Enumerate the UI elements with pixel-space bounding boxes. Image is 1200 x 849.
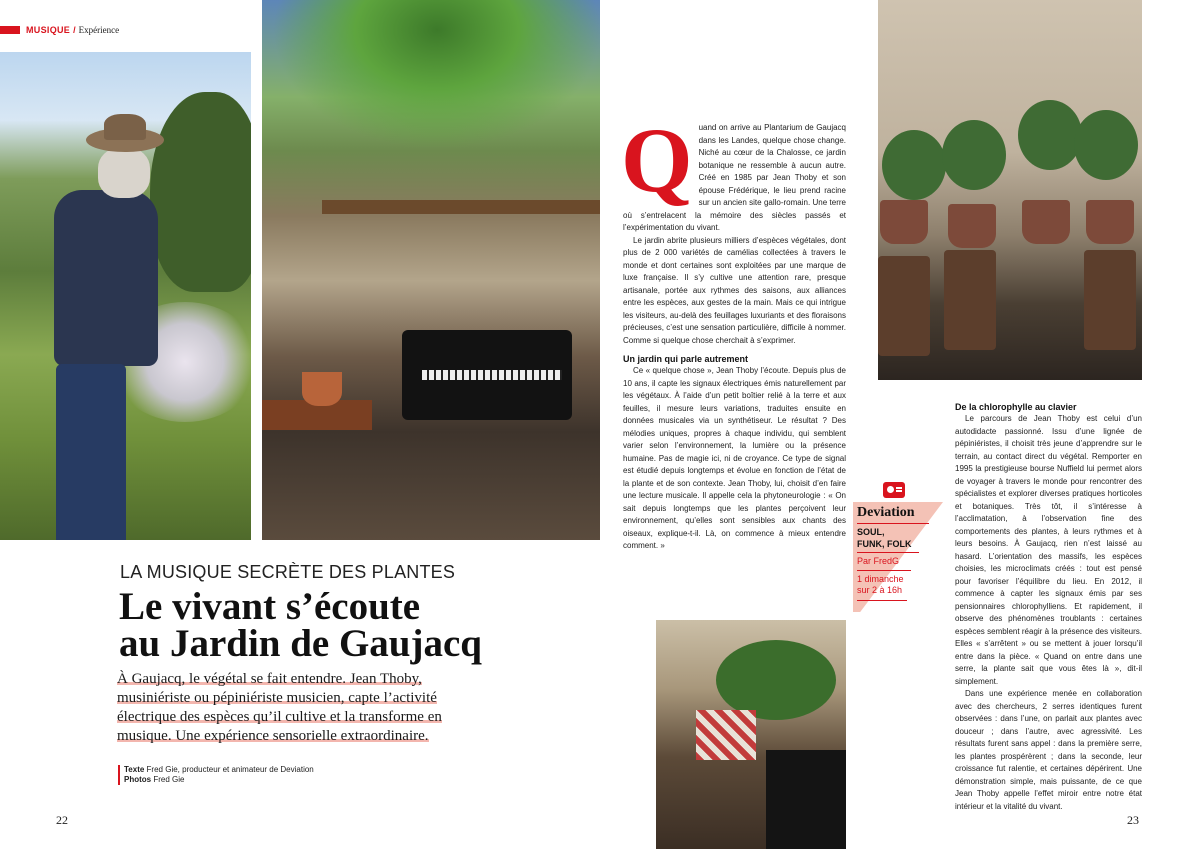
article-subheading: De la chlorophylle au clavier	[955, 402, 1077, 412]
article-kicker: LA MUSIQUE SECRÈTE DES PLANTES	[120, 562, 456, 582]
photo-pot	[880, 200, 928, 244]
schedule-line: sur 2 à 16h	[857, 585, 903, 595]
article-credits	[118, 765, 314, 785]
photo-plant-pot	[302, 372, 342, 406]
photo-pot	[1022, 200, 1070, 244]
photo-greenhouse-piano	[262, 0, 600, 540]
credit-photos-label: Photos	[124, 775, 152, 784]
article-column-2	[955, 401, 1142, 813]
rubric-separator: /	[73, 25, 76, 35]
rubric-label: MUSIQUE	[26, 25, 71, 35]
photo-man-legs	[56, 364, 126, 540]
photo-armchair	[696, 710, 756, 760]
article-column-1	[621, 109, 846, 553]
photo-plant	[942, 120, 1006, 190]
article-paragraph: Le parcours de Jean Thoby est celui d’un autodidacte passionné. Issu d’une lignée de pépiniéristes, il choisit très jeune d’apprendre sur le terrain, au contact direct du végétal. Remporter en 1995 la prestigieuse bourse Nuffield lui permet alors de voyager à travers le monde pour rencontrer des spécialistes et explorer diverses pratiques horticoles et botaniques. Très tôt, il s’intéresse à l’acclimatation, à l’observation fine des comportements des plantes, à leurs rythmes et à leurs besoins. À Gaujacq, rien n’est laissé au hasard. L’orientation des massifs, les espèces choisies, les microclimats créés : tout est pensé pour favoriser l’équilibre du lieu. En 2012, il commence à capter les signaux émis par ses pensionnaires chlorophylliens. Et rapidement, il observe des phénomènes troublants : certaines espèces semblent réagir à la présence des visiteurs. Elles « s’arrêtent » ou se mettent à jouer lorsqu’il entre dans la pièce. « Quand on entre dans une serre, la plante sait que vous êtes là », dit-il simplement.	[955, 414, 1142, 686]
section-header	[0, 24, 119, 36]
standfirst-text: À Gaujacq, le végétal se fait entendre. Jean Thoby, musiniériste ou pépiniériste musicien, capte l’activité électrique des espèces qu’il cultive et la transforme en musique. Une expérience sensorielle extraordinaire.	[117, 671, 442, 744]
photo-piano-keys	[422, 370, 562, 380]
deviation-host: Par FredG	[857, 556, 900, 566]
photo-plant	[882, 130, 946, 200]
article-standfirst	[117, 670, 497, 746]
article-subheading: Un jardin qui parle autrement	[623, 354, 749, 364]
photo-stump	[878, 256, 930, 356]
photo-gardener-portrait	[0, 52, 251, 540]
article-paragraph: uand on arrive au Plantarium de Gaujacq dans les Landes, quelque chose change. Niché au cœur de la Chalosse, ce jardin botanique ne ressemble à aucun autre. Créé en 1985 par Jean Thoby et son épouse Frédérique, le lieu prend racine sur un ancien site gallo-romain. Une terre où s’entrelacent la mémoire des siècles passés et l’expérimentation du vivant.	[623, 123, 846, 232]
page-number-right: 23	[1127, 813, 1139, 827]
deviation-rule	[857, 570, 911, 571]
deviation-schedule	[857, 574, 904, 596]
photo-pot	[948, 204, 996, 248]
photo-pot	[1086, 200, 1134, 244]
title-line: Le vivant s’écoute	[119, 585, 421, 628]
photo-fern	[272, 0, 600, 150]
deviation-name: Deviation	[857, 505, 915, 520]
photo-piano-room	[656, 620, 846, 849]
deviation-box	[853, 482, 943, 612]
photo-plant	[1074, 110, 1138, 180]
credit-photos-value: Fred Gie	[153, 775, 185, 784]
article-paragraph: Le jardin abrite plusieurs milliers d’espèces végétales, dont plus de 2 000 variétés de camélias collectées à travers le monde et dont certaines sont exploitées par une marque de luxe française. Il s’y cultive une attention rare, presque artisanale, portée aux rythmes des saisons, aux alliances entre les espèces, aux gestes de la main. Mais ce qui intrigue les visiteurs, au-delà des feuillages luxuriants et des floraisons précieuses, c’est une sensation particulière, difficile à nommer. Comme si quelque chose cherchait à s’exprimer.	[623, 235, 846, 345]
section-marker	[0, 26, 20, 34]
photo-plant	[1018, 100, 1082, 170]
drop-cap: Q	[621, 109, 693, 211]
photo-hat-crown	[104, 114, 146, 140]
deviation-rule	[857, 552, 919, 553]
radio-icon	[883, 482, 905, 498]
article-paragraph: Ce « quelque chose », Jean Thoby l’écoute. Depuis plus de 10 ans, il capte les signaux électriques émis naturellement par les végétaux. À l’aide d’un petit boîtier relié à la terre et aux feuilles, il mesure leurs variations, traduites ensuite en données musicales via un synthétiseur. Le résultat ? Des mélodies uniques, propres à chaque individu, qui semblent varier selon l’environnement, la lumière ou la présence humaine. Pas de magie ici, ni de croyance. Ce type de signal est étudié depuis longtemps et évolue en fonction de l’état de la plante et de son contexte. Jean Thoby, lui, choisit d’en faire une lecture musicale. Il appelle cela la phytoneurologie : « On sait depuis longtemps que les plantes perçoivent leur environnement, qu’elles sont sensibles aux chants des oiseaux, explique-t-il. Là, on commence à mieux entendre comment. »	[623, 366, 846, 550]
photo-piano	[766, 750, 846, 849]
photo-potted-begonias	[878, 0, 1142, 380]
photo-man-hair	[98, 148, 150, 198]
deviation-genres	[857, 526, 912, 550]
schedule-line: 1 dimanche	[857, 574, 904, 584]
photo-man-body	[54, 190, 158, 366]
page-number-left: 22	[56, 813, 68, 827]
genre-line: SOUL,	[857, 527, 885, 537]
title-line: au Jardin de Gaujacq	[119, 622, 482, 665]
deviation-rule	[857, 523, 929, 524]
photo-palm	[716, 640, 836, 720]
photo-stump	[1084, 250, 1136, 350]
photo-beam	[322, 200, 600, 214]
photo-tree	[150, 92, 251, 292]
credit-text-label: Texte	[124, 765, 145, 774]
genre-line: FUNK, FOLK	[857, 539, 912, 549]
article-paragraph: Dans une expérience menée en collaboration avec des chercheurs, 2 serres identiques furent observées : dans l’une, on parlait aux plantes avec douceur ; dans l’autre, avec agressivité. Les résultats furent sans appel : dans la première serre, les plantes prospérèrent ; dans la seconde, leur croissance fut ralentie, et certaines dépérirent. Une démonstration simple, mais puissante, de ce que Jean Thoby appelle l’effet miroir entre notre état intérieur et la vitalité du vivant.	[955, 689, 1142, 811]
section-label: Expérience	[78, 25, 120, 35]
deviation-rule	[857, 600, 907, 601]
credit-text-value: Fred Gie, producteur et animateur de Deviation	[146, 765, 314, 774]
photo-stump	[944, 250, 996, 350]
article-title	[119, 585, 579, 665]
